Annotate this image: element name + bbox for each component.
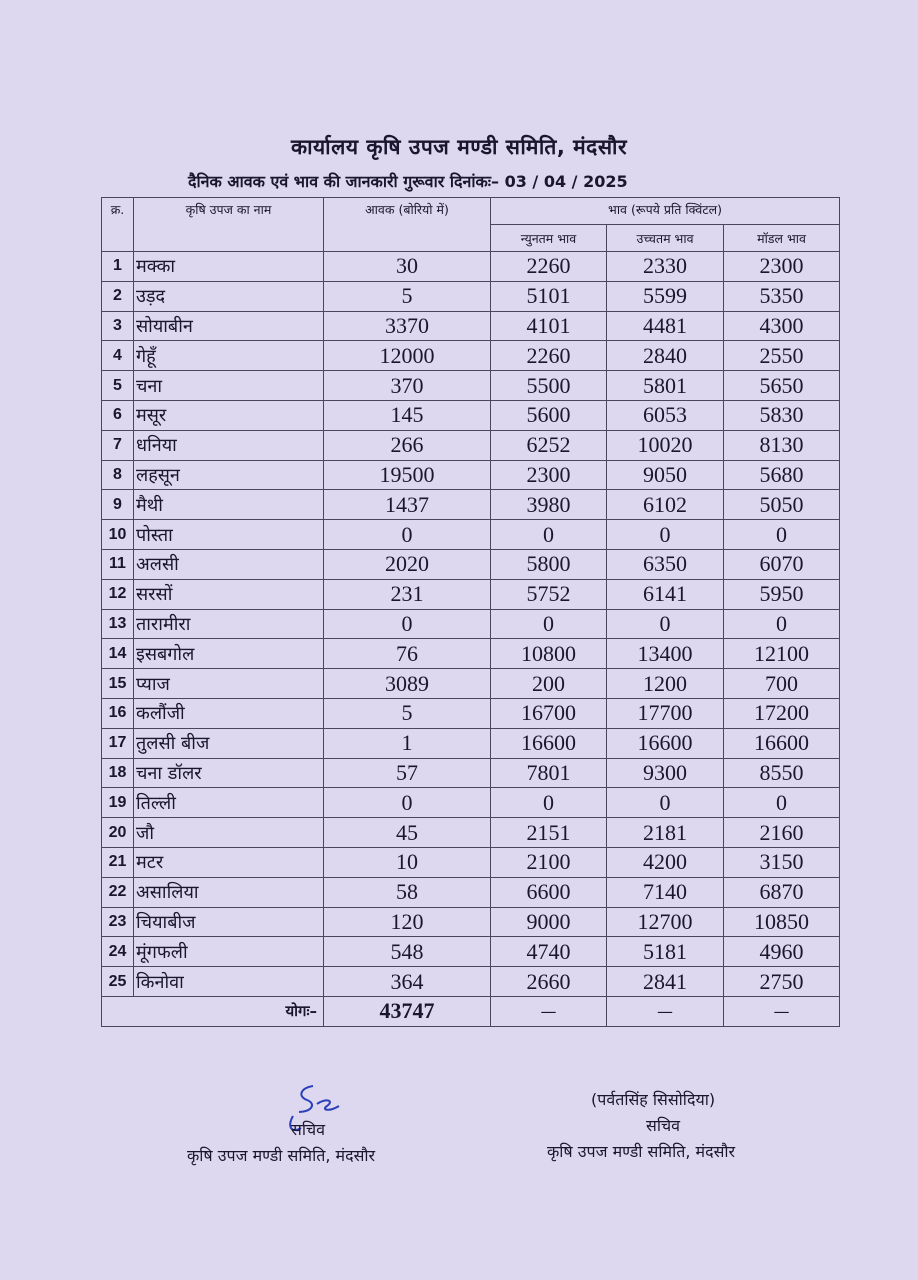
cell-min-price: 16700 <box>491 698 607 728</box>
cell-arrival: 266 <box>324 430 491 460</box>
right-signatory-title: सचिव <box>646 1116 681 1135</box>
cell-arrival: 3370 <box>324 311 491 341</box>
cell-min-price: 3980 <box>491 490 607 520</box>
cell-modal-price: 4300 <box>724 311 840 341</box>
cell-sno: 19 <box>102 788 134 818</box>
cell-sno: 16 <box>102 698 134 728</box>
cell-max-price: 12700 <box>607 907 724 937</box>
cell-max-price: 2330 <box>607 252 724 282</box>
cell-sno: 11 <box>102 549 134 579</box>
table-row <box>102 818 840 848</box>
table-row <box>102 907 840 937</box>
cell-commodity: चना डॉलर <box>134 758 324 788</box>
cell-arrival: 548 <box>324 937 491 967</box>
cell-modal-price: 6870 <box>724 877 840 907</box>
cell-min-price: 6252 <box>491 430 607 460</box>
cell-min-price: 5800 <box>491 549 607 579</box>
cell-arrival: 12000 <box>324 341 491 371</box>
cell-max-price: 5181 <box>607 937 724 967</box>
table-row <box>102 281 840 311</box>
cell-min-price: 0 <box>491 788 607 818</box>
cell-commodity: पोस्ता <box>134 520 324 550</box>
cell-arrival: 3089 <box>324 669 491 699</box>
cell-arrival: 5 <box>324 698 491 728</box>
cell-arrival: 1 <box>324 728 491 758</box>
header-min-price: न्युनतम भाव <box>491 225 607 252</box>
cell-sno: 20 <box>102 818 134 848</box>
cell-commodity: सरसों <box>134 579 324 609</box>
cell-arrival: 0 <box>324 609 491 639</box>
cell-max-price: 4481 <box>607 311 724 341</box>
cell-modal-price: 3150 <box>724 847 840 877</box>
cell-sno: 17 <box>102 728 134 758</box>
cell-arrival: 2020 <box>324 549 491 579</box>
cell-arrival: 364 <box>324 967 491 997</box>
cell-arrival: 45 <box>324 818 491 848</box>
table-row <box>102 430 840 460</box>
cell-arrival: 120 <box>324 907 491 937</box>
cell-sno: 5 <box>102 371 134 401</box>
cell-min-price: 0 <box>491 520 607 550</box>
cell-max-price: 0 <box>607 520 724 550</box>
cell-max-price: 2840 <box>607 341 724 371</box>
cell-min-price: 200 <box>491 669 607 699</box>
table-row <box>102 788 840 818</box>
cell-sno: 24 <box>102 937 134 967</box>
table-row <box>102 937 840 967</box>
cell-min-price: 16600 <box>491 728 607 758</box>
cell-modal-price: 2160 <box>724 818 840 848</box>
cell-max-price: 6350 <box>607 549 724 579</box>
cell-commodity: उड़द <box>134 281 324 311</box>
cell-max-price: 0 <box>607 788 724 818</box>
cell-modal-price: 16600 <box>724 728 840 758</box>
total-row <box>102 996 840 1026</box>
table-row <box>102 460 840 490</box>
table-row <box>102 877 840 907</box>
cell-modal-price: 5680 <box>724 460 840 490</box>
left-signatory-org: कृषि उपज मण्डी समिति, मंदसौर <box>187 1146 376 1165</box>
table-row <box>102 639 840 669</box>
cell-arrival: 145 <box>324 400 491 430</box>
table-row <box>102 758 840 788</box>
cell-min-price: 2260 <box>491 252 607 282</box>
cell-max-price: 17700 <box>607 698 724 728</box>
cell-sno: 9 <box>102 490 134 520</box>
table-row <box>102 400 840 430</box>
cell-commodity: अलसी <box>134 549 324 579</box>
cell-min-price: 2300 <box>491 460 607 490</box>
cell-commodity: चियाबीज <box>134 907 324 937</box>
header-price: भाव (रूपये प्रति क्विंटल) <box>491 198 840 225</box>
cell-arrival: 370 <box>324 371 491 401</box>
table-row <box>102 490 840 520</box>
header-max-price: उच्चतम भाव <box>607 225 724 252</box>
cell-min-price: 2151 <box>491 818 607 848</box>
cell-max-price: 5599 <box>607 281 724 311</box>
total-modal-dash: — <box>724 996 840 1026</box>
cell-sno: 4 <box>102 341 134 371</box>
cell-sno: 22 <box>102 877 134 907</box>
page-title: कार्यालय कृषि उपज मण्डी समिति, मंदसौर <box>290 135 628 159</box>
cell-arrival: 0 <box>324 788 491 818</box>
cell-commodity: असालिया <box>134 877 324 907</box>
table-row <box>102 669 840 699</box>
cell-arrival: 30 <box>324 252 491 282</box>
cell-commodity: इसबगोल <box>134 639 324 669</box>
cell-min-price: 5101 <box>491 281 607 311</box>
cell-modal-price: 17200 <box>724 698 840 728</box>
cell-commodity: तुलसी बीज <box>134 728 324 758</box>
cell-arrival: 57 <box>324 758 491 788</box>
cell-arrival: 58 <box>324 877 491 907</box>
cell-commodity: मटर <box>134 847 324 877</box>
cell-arrival: 76 <box>324 639 491 669</box>
cell-arrival: 19500 <box>324 460 491 490</box>
cell-arrival: 10 <box>324 847 491 877</box>
cell-max-price: 10020 <box>607 430 724 460</box>
cell-max-price: 2841 <box>607 967 724 997</box>
cell-modal-price: 5050 <box>724 490 840 520</box>
cell-min-price: 5752 <box>491 579 607 609</box>
cell-min-price: 5600 <box>491 400 607 430</box>
cell-max-price: 6053 <box>607 400 724 430</box>
cell-sno: 18 <box>102 758 134 788</box>
table-row <box>102 698 840 728</box>
cell-commodity: चना <box>134 371 324 401</box>
cell-commodity: तारामीरा <box>134 609 324 639</box>
header-modal-price: मॉडल भाव <box>724 225 840 252</box>
cell-modal-price: 12100 <box>724 639 840 669</box>
total-label: योगः– <box>102 996 324 1026</box>
table-row <box>102 967 840 997</box>
cell-modal-price: 5830 <box>724 400 840 430</box>
cell-min-price: 6600 <box>491 877 607 907</box>
cell-arrival: 1437 <box>324 490 491 520</box>
cell-min-price: 5500 <box>491 371 607 401</box>
cell-sno: 15 <box>102 669 134 699</box>
cell-max-price: 1200 <box>607 669 724 699</box>
cell-sno: 2 <box>102 281 134 311</box>
cell-min-price: 2100 <box>491 847 607 877</box>
cell-sno: 13 <box>102 609 134 639</box>
cell-min-price: 2660 <box>491 967 607 997</box>
table-row <box>102 520 840 550</box>
cell-modal-price: 0 <box>724 788 840 818</box>
total-arrival: 43747 <box>324 996 491 1026</box>
table-row <box>102 728 840 758</box>
header-sno: क्र. <box>102 198 134 252</box>
cell-max-price: 6141 <box>607 579 724 609</box>
total-max-dash: — <box>607 996 724 1026</box>
cell-max-price: 6102 <box>607 490 724 520</box>
cell-arrival: 0 <box>324 520 491 550</box>
cell-modal-price: 8130 <box>724 430 840 460</box>
cell-min-price: 4101 <box>491 311 607 341</box>
cell-max-price: 5801 <box>607 371 724 401</box>
cell-max-price: 7140 <box>607 877 724 907</box>
cell-max-price: 16600 <box>607 728 724 758</box>
cell-modal-price: 0 <box>724 609 840 639</box>
cell-commodity: धनिया <box>134 430 324 460</box>
cell-modal-price: 10850 <box>724 907 840 937</box>
cell-sno: 12 <box>102 579 134 609</box>
cell-modal-price: 4960 <box>724 937 840 967</box>
cell-sno: 10 <box>102 520 134 550</box>
cell-commodity: तिल्ली <box>134 788 324 818</box>
cell-max-price: 9300 <box>607 758 724 788</box>
cell-min-price: 9000 <box>491 907 607 937</box>
cell-max-price: 2181 <box>607 818 724 848</box>
header-commodity: कृषि उपज का नाम <box>134 198 324 252</box>
table-row <box>102 311 840 341</box>
cell-commodity: मैथी <box>134 490 324 520</box>
right-signatory-name: (पर्वतसिंह सिसोदिया) <box>591 1090 716 1109</box>
cell-modal-price: 0 <box>724 520 840 550</box>
cell-sno: 23 <box>102 907 134 937</box>
cell-sno: 25 <box>102 967 134 997</box>
cell-commodity: गेहूँ <box>134 341 324 371</box>
cell-max-price: 9050 <box>607 460 724 490</box>
cell-min-price: 2260 <box>491 341 607 371</box>
cell-modal-price: 5950 <box>724 579 840 609</box>
cell-sno: 3 <box>102 311 134 341</box>
cell-sno: 7 <box>102 430 134 460</box>
header-arrival: आवक (बोरियो में) <box>324 198 491 252</box>
cell-modal-price: 700 <box>724 669 840 699</box>
mandi-rate-table <box>101 197 840 1027</box>
table-row <box>102 341 840 371</box>
table-row <box>102 252 840 282</box>
cell-commodity: मूंगफली <box>134 937 324 967</box>
cell-min-price: 0 <box>491 609 607 639</box>
cell-commodity: जौ <box>134 818 324 848</box>
right-signatory-org: कृषि उपज मण्डी समिति, मंदसौर <box>547 1142 736 1161</box>
cell-max-price: 0 <box>607 609 724 639</box>
table-row <box>102 549 840 579</box>
table-row <box>102 609 840 639</box>
table-row <box>102 847 840 877</box>
cell-modal-price: 2550 <box>724 341 840 371</box>
cell-commodity: सोयाबीन <box>134 311 324 341</box>
cell-sno: 6 <box>102 400 134 430</box>
cell-max-price: 4200 <box>607 847 724 877</box>
cell-arrival: 231 <box>324 579 491 609</box>
cell-sno: 21 <box>102 847 134 877</box>
cell-modal-price: 8550 <box>724 758 840 788</box>
cell-modal-price: 6070 <box>724 549 840 579</box>
left-signatory-title: सचिव <box>291 1120 326 1139</box>
cell-commodity: मसूर <box>134 400 324 430</box>
cell-sno: 8 <box>102 460 134 490</box>
cell-commodity: मक्का <box>134 252 324 282</box>
cell-modal-price: 2750 <box>724 967 840 997</box>
cell-sno: 14 <box>102 639 134 669</box>
cell-modal-price: 5650 <box>724 371 840 401</box>
cell-modal-price: 2300 <box>724 252 840 282</box>
cell-max-price: 13400 <box>607 639 724 669</box>
table-row <box>102 579 840 609</box>
cell-commodity: प्याज <box>134 669 324 699</box>
cell-commodity: किनोवा <box>134 967 324 997</box>
page-subtitle: दैनिक आवक एवं भाव की जानकारी गुरूवार दिनांकः– 03 / 04 / 2025 <box>188 172 628 191</box>
cell-min-price: 4740 <box>491 937 607 967</box>
cell-min-price: 7801 <box>491 758 607 788</box>
cell-arrival: 5 <box>324 281 491 311</box>
total-min-dash: — <box>491 996 607 1026</box>
cell-min-price: 10800 <box>491 639 607 669</box>
table-row <box>102 371 840 401</box>
cell-commodity: लहसून <box>134 460 324 490</box>
cell-commodity: कलौंजी <box>134 698 324 728</box>
cell-modal-price: 5350 <box>724 281 840 311</box>
cell-sno: 1 <box>102 252 134 282</box>
